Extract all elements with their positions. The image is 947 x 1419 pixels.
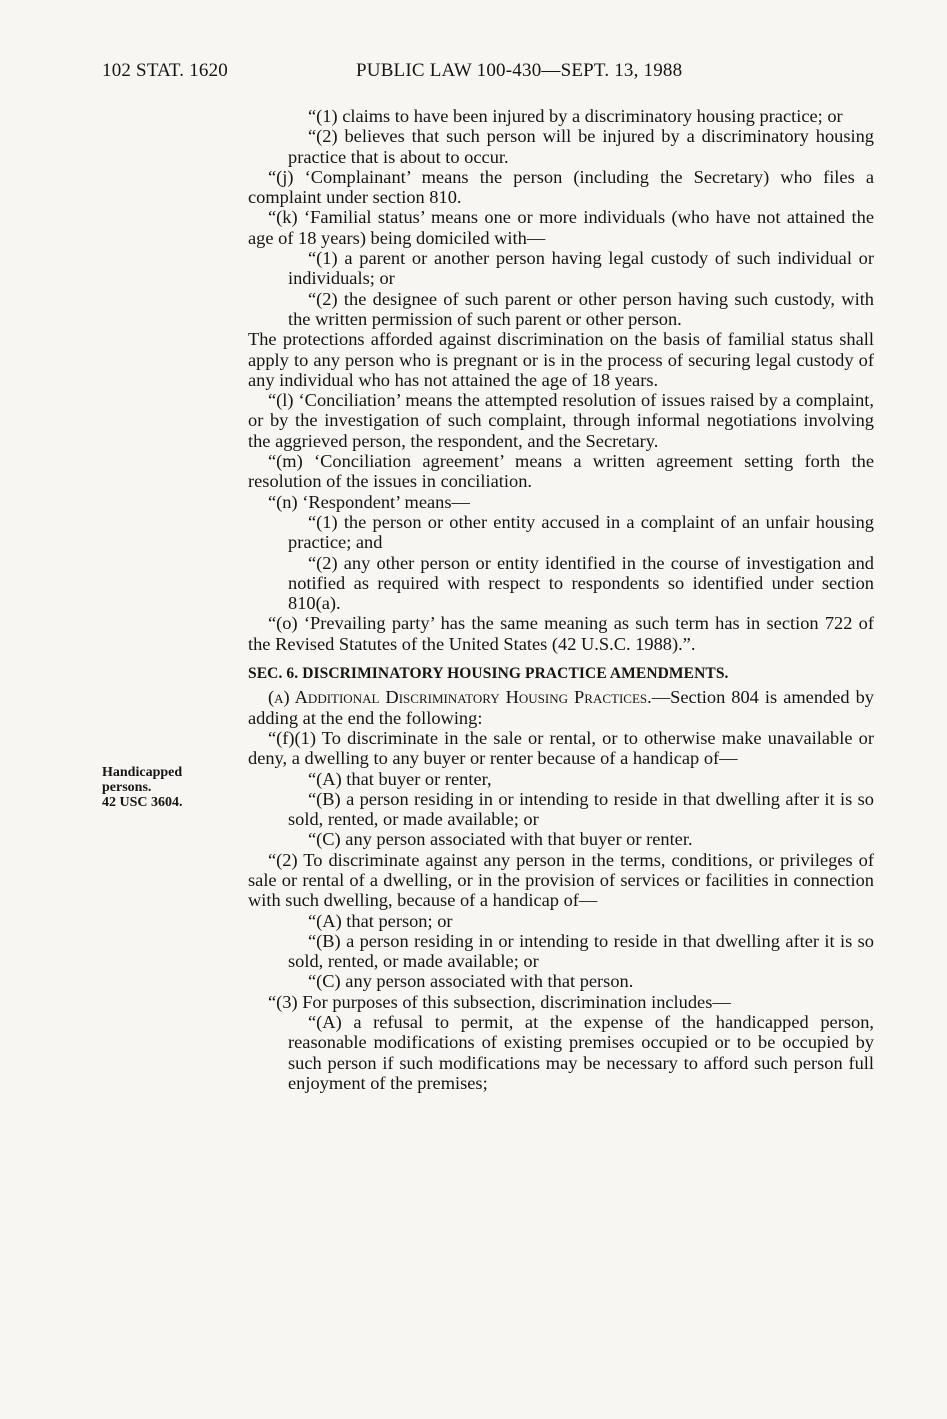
paragraph: “(C) any person associated with that buyer or renter.	[308, 829, 693, 850]
paragraph: “(l) ‘Conciliation’ means the attempted resolution of issues raised by a complaint, or by the investigation of such complaint, through informal negotiations involving the aggrieved person, the respondent, and the Secretary.	[248, 390, 874, 451]
paragraph: The protections afforded against discrimination on the basis of familial status shall apply to any person who is pregnant or is in the process of securing legal custody of any individual who has not attained the age of 18 years.	[248, 329, 874, 390]
section-heading: SEC. 6. DISCRIMINATORY HOUSING PRACTICE AMENDMENTS.	[248, 665, 729, 683]
amendment-block	[248, 728, 874, 1093]
subsection-a	[248, 687, 874, 728]
stat-citation: 102 STAT. 1620	[102, 60, 229, 81]
paragraph: “(1) a parent or another person having legal custody of such individual or individuals; or	[288, 248, 874, 289]
running-title: PUBLIC LAW 100-430—SEPT. 13, 1988	[356, 60, 683, 81]
document-body	[248, 106, 874, 1093]
margin-note-line: Handicapped	[102, 765, 183, 780]
subsection-a-caption: (a) Additional Discriminatory Housing Practices.	[268, 687, 652, 708]
paragraph: “(B) a person residing in or intending to reside in that dwelling after it is so sold, rented, or made available; or	[288, 788, 874, 830]
margin-note-line: persons.	[102, 780, 152, 795]
paragraph: “(A) that person; or	[308, 910, 453, 931]
paragraph: “(A) a refusal to permit, at the expense of the handicapped person, reasonable modifications of existing premises occupied or to be occupied by such person if such modifications may be necessary to afford such person full enjoyment of the premises;	[288, 1012, 874, 1093]
paragraph: “(2) the designee of such parent or other person having such custody, with the written permission of such parent or other person.	[288, 288, 874, 329]
definitions-block	[248, 106, 874, 654]
margin-note-citation: 42 USC 3604.	[102, 795, 183, 810]
paragraph: “(C) any person associated with that person.	[308, 971, 634, 992]
paragraph: “(2) any other person or entity identified in the course of investigation and notified as required with respect to respondents so identified under section 810(a).	[288, 552, 874, 614]
paragraph: “(2) To discriminate against any person in the terms, conditions, or privileges of sale or rental of a dwelling, or in the provision of services or facilities in connection with such dwelling, because of a handicap of—	[248, 849, 874, 911]
paragraph: “(n) ‘Respondent’ means—	[268, 491, 470, 512]
paragraph: “(f)(1) To discriminate in the sale or rental, or to otherwise make unavailable or deny, a dwelling to any buyer or renter because of a handicap of—	[248, 727, 874, 769]
subsection-a-text: —Section 804 is amended by adding at the end the following:	[248, 687, 874, 728]
margin-note	[102, 765, 232, 810]
paragraph: “(3) For purposes of this subsection, discrimination includes—	[268, 991, 731, 1012]
paragraph: “(1) the person or other entity accused in a complaint of an unfair housing practice; and	[288, 511, 874, 553]
paragraph: “(o) ‘Prevailing party’ has the same meaning as such term has in section 722 of the Revised Statutes of the United States (42 U.S.C. 1988).”.	[248, 613, 874, 654]
paragraph: “(m) ‘Conciliation agreement’ means a written agreement setting forth the resolution of the issues in conciliation.	[248, 451, 874, 492]
paragraph: “(2) believes that such person will be injured by a discriminatory housing practice that is about to occur.	[288, 126, 874, 167]
paragraph: “(1) claims to have been injured by a discriminatory housing practice; or	[308, 106, 843, 126]
paragraph: “(B) a person residing in or intending to reside in that dwelling after it is so sold, rented, or made available; or	[288, 930, 874, 972]
paragraph: “(j) ‘Complainant’ means the person (including the Secretary) who files a complaint under section 810.	[248, 166, 874, 208]
paragraph: “(k) ‘Familial status’ means one or more individuals (who have not attained the age of 18 years) being domiciled with—	[248, 207, 874, 248]
paragraph: “(A) that buyer or renter,	[308, 768, 492, 789]
